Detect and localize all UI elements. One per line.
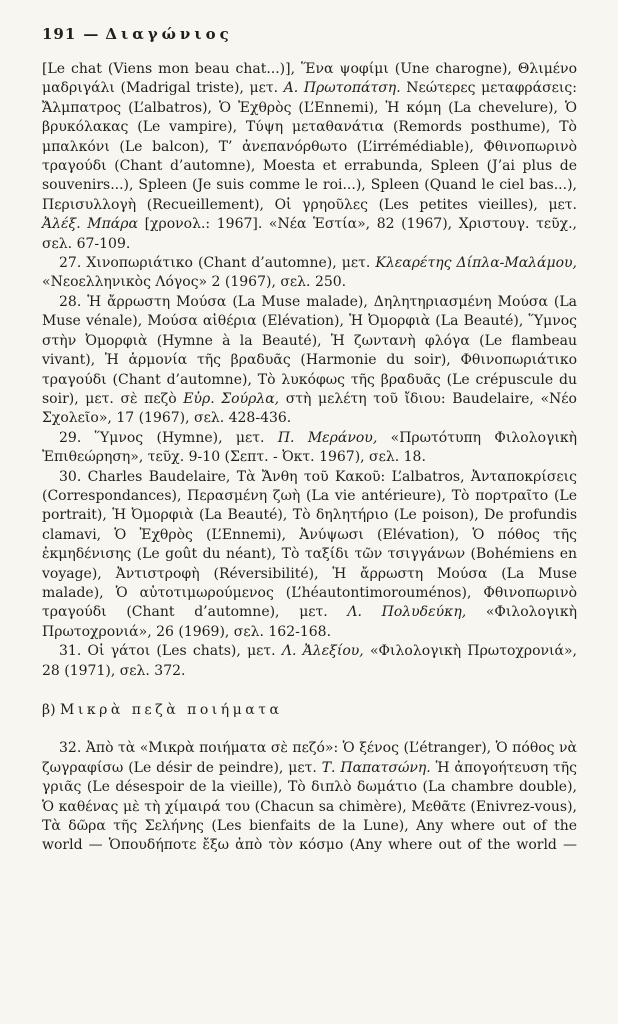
text-run: «Νεοελληνικὸς Λόγος» 2 (1967), σελ. 250. xyxy=(42,274,347,291)
text-run: Νεώτερες μεταφράσεις: Ἄλμπατρος (L’albatros), Ὁ Ἐχθρὸς (L’Ennemi), Ἡ κόμη (La chevelure), Ὁ βρυκόλακας (Le vampire), Τύψη μεταθανάτια (Remords posthume), Τὸ μπαλκόνι (Le balcon), Τ’ ἀνεπανόρθωτο (L’irrémédiable), Φθινοπωρινὸ τραγούδι (Chant d’automne), Moesta et errabunda, Spleen (J’ai plus de souvenirs...), Spleen (Je suis comme le roi...), Spleen (Quand le ciel bas...), Περισυλλογὴ (Recueillement), Οἱ γρηοῦλες (Les petites vieilles), μετ. xyxy=(42,80,577,213)
translator-name: Ἀλέξ. Μπάρα xyxy=(42,216,138,233)
translator-name: Εὐρ. Σούρλα, xyxy=(183,390,280,407)
text-run: 28. Ἡ ἄρρωστη Μούσα (La Muse malade), Δηλητηριασμένη Μούσα (La Muse vénale), Μούσα αἰθέρια (Elévation), Ἡ Ὀμορφιὰ (La Beauté), Ὕμνος στὴν Ὀμορφιὰ (Hymne à la Beauté), Ἡ ζωντανὴ φλόγα (Le flambeau vivant), Ἡ ἁρμονία τῆς βραδυᾶς (Harmonie du soir), Φθινοπωριάτικο τραγούδι (Chant d’automne), Τὸ λυκόφως τῆς βραδυᾶς (Le crépuscule du soir), μετ. σὲ πεζὸ xyxy=(42,293,577,407)
text-run: [χρονολ.: 1967]. «Νέα Ἑστία», 82 (1967), Χριστουγ. τεῦχ., σελ. 67-109. xyxy=(42,216,577,252)
text-run: β) xyxy=(42,702,61,718)
translator-name: Π. Μεράνου, xyxy=(277,429,378,446)
text-run: 31. Οἱ γάτοι (Les chats), μετ. xyxy=(59,643,282,660)
text-run: 32. Ἀπὸ τὰ «Μικρὰ ποιήματα σὲ πεζό»: Ὁ ξένος (L’étranger), Ὁ πόθος νὰ ζωγραφίσω (Le désir de peindre), μετ. xyxy=(42,740,577,776)
page-body xyxy=(42,60,577,856)
text-run: Ἡ ἀπογοήτευση τῆς γριᾶς (Le désespoir de la vieille), Τὸ διπλὸ δωμάτιο (La chambre double), Ὁ καθένας μὲ τὴ χίμαιρά του (Chacun sa chimère), Μεθᾶτε (Enivrez-vous), Τὰ δῶρα τῆς Σελήνης (Les bienfaits de la Lune), Any where out of the world — Ὁπουδήποτε ἔξω ἀπὸ τὸν κόσμο (Any where out of the world — xyxy=(42,759,577,854)
section-heading xyxy=(42,701,577,720)
translator-name: Τ. Παπατσώνη. xyxy=(321,759,431,776)
translator-name: Λ. Πολυδεύκη, xyxy=(347,604,467,621)
bibliography-entry xyxy=(42,642,577,681)
header-separator: — xyxy=(83,25,99,43)
text-run: στὴ μελέτη τοῦ ἴδιου: Baudelaire, «Νέο Σχολεῖο», 17 (1967), σελ. 428-436. xyxy=(42,390,577,427)
bibliography-entry xyxy=(42,468,577,643)
page-number: 191 xyxy=(42,25,77,43)
bibliography-entry xyxy=(42,739,577,855)
bibliography-entry xyxy=(42,60,577,254)
text-run: 30. Charles Baudelaire, Τὰ Ἄνθη τοῦ Κακοῦ: L’albatros, Ἀνταποκρίσεις (Correspondances), Περασμένη ζωὴ (La vie antérieure), Τὸ πορτραῖτο (Le portrait), Ἡ Ὀμορφιὰ (La Beauté), Τὸ δηλητήριο (Le poison), De profundis clamavi, Ὁ Ἐχθρὸς (L’Ennemi), Ἀνύψωσι (Elévation), Ὁ πόθος τῆς ἐκμηδένισης (Le goût du néant), Τὸ ταξίδι τῶν τσιγγάνων (Bohémiens en voyage), Ἀντιστροφὴ (Réversibilité), Ἡ ἄρρωστη Μούσα (La Muse malade), Ὁ αὐτοτιμωρούμενος (L’héautontimorouménos), Φθινοπωρινὸ τραγούδι (Chant d’automne), μετ. xyxy=(42,468,577,621)
bibliography-entry xyxy=(42,429,577,468)
text-run: «Πρωτότυπη Φιλολογικὴ Ἐπιθεώρηση», τεῦχ. 9-10 (Σεπτ. - Ὀκτ. 1967), σελ. 18. xyxy=(42,429,577,466)
spaced-heading-text: Μικρὰ πεζὰ ποιήματα xyxy=(60,702,283,718)
text-run: «Φιλολογικὴ Πρωτοχρονιά», 28 (1971), σελ. 372. xyxy=(42,643,577,679)
text-run: «Φιλολογικὴ Πρωτοχρονιά», 26 (1969), σελ. 162-168. xyxy=(42,604,577,640)
text-run: 29. Ὕμνος (Hymne), μετ. xyxy=(59,429,278,446)
translator-name: Λ. Ἀλεξίου, xyxy=(281,643,364,660)
translator-name: Κλεαρέτης Δίπλα-Μαλάμου, xyxy=(375,255,577,272)
bibliography-entry xyxy=(42,293,577,429)
page-title: Διαγώνιος xyxy=(105,25,233,43)
text-run: [Le chat (Viens mon beau chat...)], Ἕνα ψοφίμι (Une charogne), Θλιμένο μαδριγάλι (Madrigal triste), μετ. xyxy=(42,61,577,97)
bibliography-entry xyxy=(42,254,577,293)
translator-name: Α. Πρωτοπάτση. xyxy=(283,80,401,97)
text-run: 27. Χινοπωριάτικο (Chant d’automne), μετ. xyxy=(59,255,376,272)
running-header xyxy=(42,25,577,43)
